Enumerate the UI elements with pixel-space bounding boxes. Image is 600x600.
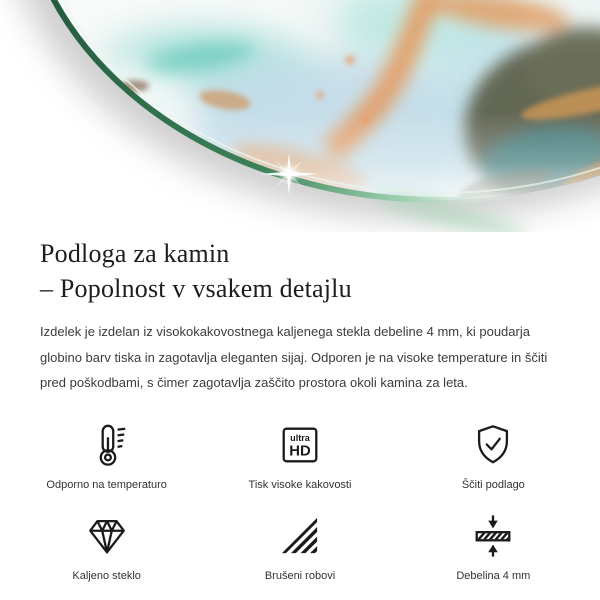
feature-label: Debelina 4 mm <box>456 569 531 582</box>
feature-print-quality <box>203 422 396 491</box>
product-image <box>0 0 600 232</box>
product-description-section <box>0 236 600 396</box>
feature-label: Kaljeno steklo <box>72 569 141 582</box>
polished-edges-icon <box>277 513 323 559</box>
feature-temperature-resistant <box>10 422 203 491</box>
feature-label: Tisk visoke kakovosti <box>248 478 352 491</box>
thickness-icon <box>470 513 516 559</box>
svg-text:HD: HD <box>289 443 311 460</box>
svg-text:ultra: ultra <box>290 432 310 443</box>
page-title <box>40 236 560 306</box>
thermometer-icon <box>84 422 130 468</box>
feature-protects-base <box>397 422 590 491</box>
page-title-line-2: – Popolnost v vsakem detajlu <box>40 274 352 303</box>
ultra-hd-icon <box>277 422 323 468</box>
diamond-icon <box>84 513 130 559</box>
shield-check-icon <box>470 422 516 468</box>
feature-label: Odporno na temperaturo <box>46 478 167 491</box>
feature-thickness <box>397 513 590 582</box>
glass-panel-art <box>0 0 600 232</box>
feature-label: Brušeni robovi <box>264 569 336 582</box>
product-description: Izdelek je izdelan iz visokokakovostnega kaljenega stekla debeline 4 mm, ki poudarja globino barv tiska in zagotavlja eleganten sijaj. Odporen je na visoke temperature in ščiti pred poškodbami, s čimer zagotavlja zaščito prostora okoli kamina za leta. <box>40 324 548 390</box>
feature-label: Ščiti podlago <box>461 478 525 491</box>
feature-grid <box>0 422 600 582</box>
page-title-line-1: Podloga za kamin <box>40 239 230 268</box>
feature-polished-edges <box>203 513 396 582</box>
feature-tempered-glass <box>10 513 203 582</box>
